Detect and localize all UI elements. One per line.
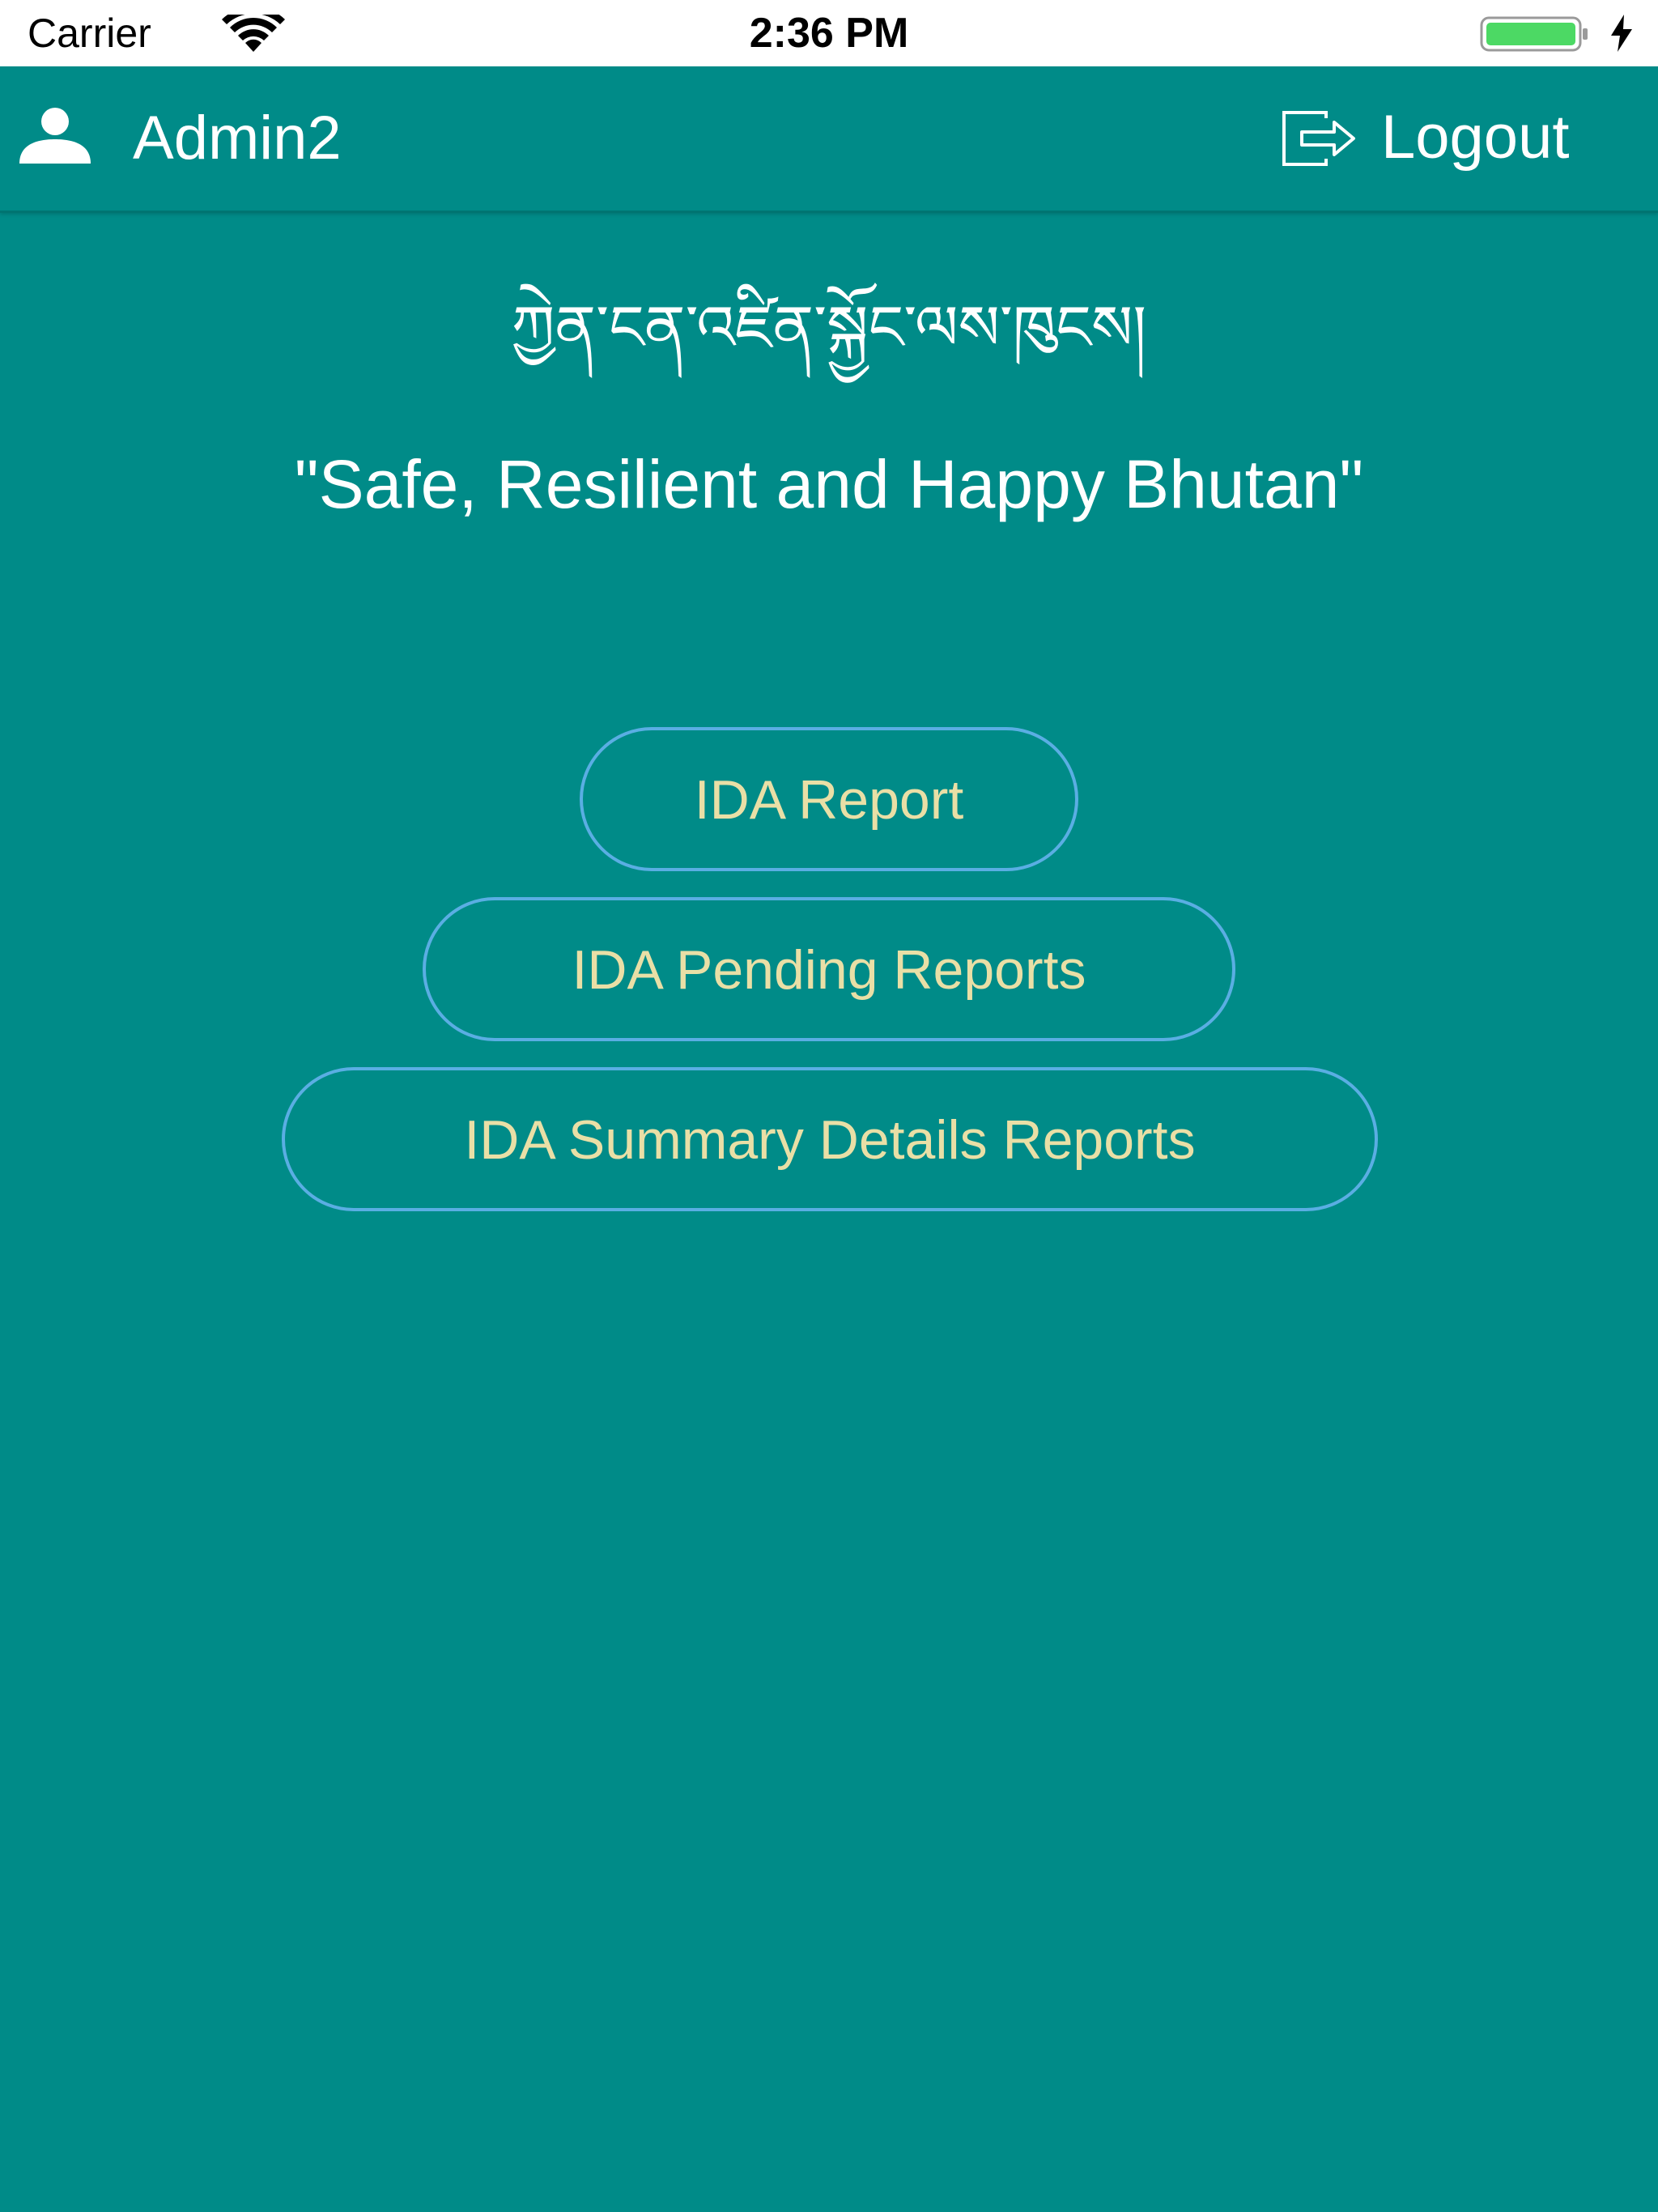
app-header xyxy=(0,66,1658,213)
ida-summary-details-reports-button[interactable]: IDA Summary Details Reports xyxy=(282,1067,1378,1211)
logout-icon xyxy=(1279,110,1357,167)
carrier-label: Carrier xyxy=(28,11,151,56)
user-icon xyxy=(16,107,94,164)
logout-label: Logout xyxy=(1381,103,1570,172)
logout-button[interactable] xyxy=(1279,89,1635,186)
ida-pending-reports-button[interactable]: IDA Pending Reports xyxy=(423,897,1235,1041)
user-name: Admin2 xyxy=(133,104,342,172)
slogan: "Safe, Resilient and Happy Bhutan" xyxy=(294,446,1364,522)
tibetan-title: ཀྱེན་ངན་འཛིན་སྐྱོང་ལས་ཁུངས། xyxy=(511,291,1147,364)
charging-bolt-icon xyxy=(1608,13,1635,53)
status-bar xyxy=(0,0,1658,66)
ida-report-button[interactable]: IDA Report xyxy=(580,727,1078,871)
status-time: 2:36 PM xyxy=(749,10,909,57)
battery-icon xyxy=(1480,15,1590,53)
